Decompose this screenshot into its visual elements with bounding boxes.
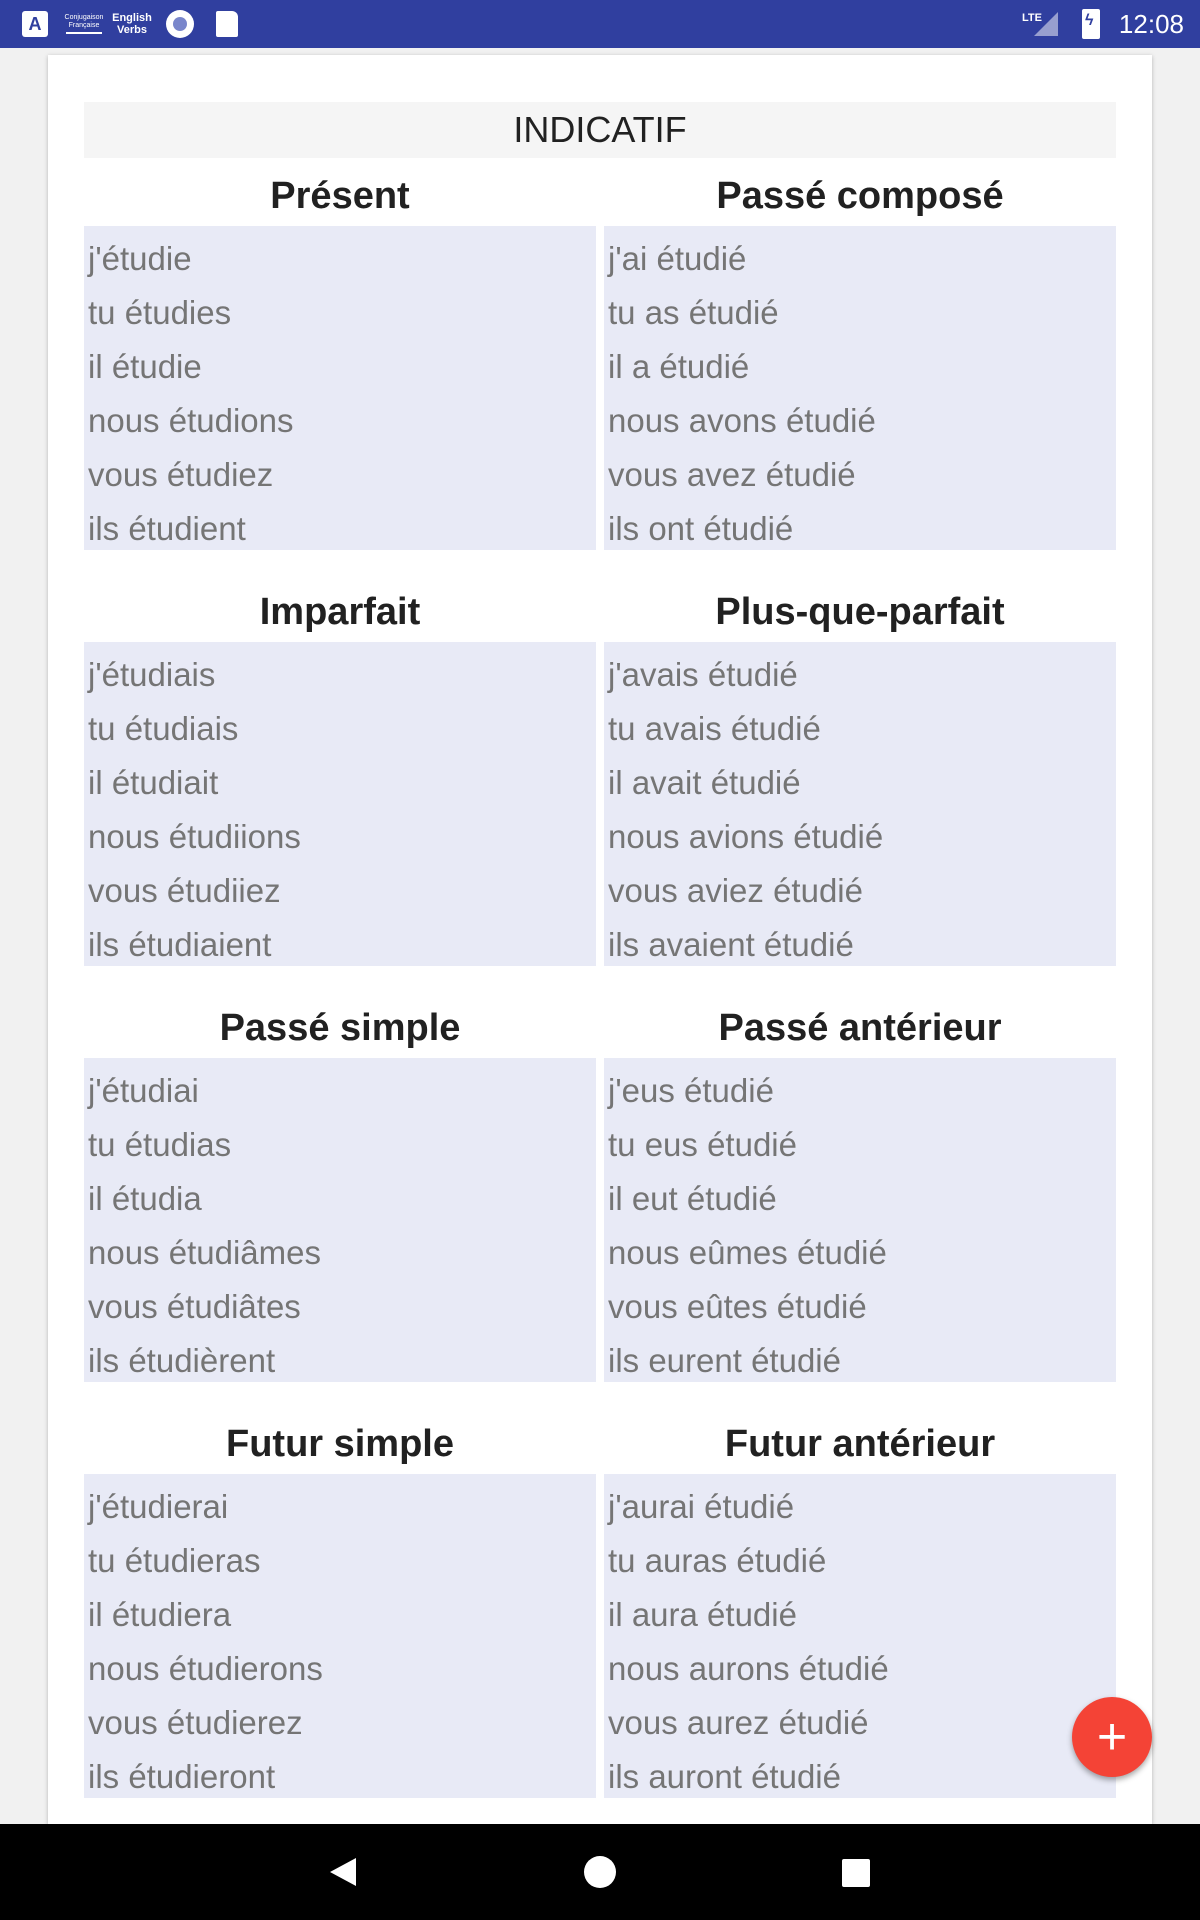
conjugation-form: nous étudierons <box>88 1650 323 1687</box>
tense-plus-que-parfait <box>604 582 1116 966</box>
tense-futur-simple <box>84 1414 596 1798</box>
conjugation-form: j'eus étudié <box>608 1072 774 1109</box>
lte-signal-icon <box>1020 8 1060 40</box>
conjugation-form: il étudiait <box>88 764 219 801</box>
conjugation-form: nous aurons étudié <box>608 1650 889 1687</box>
tense-title: Passé antérieur <box>718 1007 1002 1049</box>
section-title-indicatif: INDICATIF <box>84 102 1116 158</box>
battery-charging-icon <box>1082 9 1100 39</box>
tense-forms-box <box>84 642 596 966</box>
conjugation-form: ils auront étudié <box>608 1758 841 1795</box>
conjugation-form: ils étudièrent <box>88 1342 276 1379</box>
conjugation-form: ils eurent étudié <box>608 1342 841 1379</box>
tense-title: Futur antérieur <box>724 1423 996 1465</box>
tense-present <box>84 166 596 550</box>
conjugation-form: ils avaient étudié <box>608 926 854 963</box>
conjugation-form: vous aurez étudié <box>608 1704 869 1741</box>
conjugation-form: tu étudias <box>88 1126 232 1163</box>
back-triangle-icon[interactable] <box>328 1856 358 1888</box>
conjugation-form: il eut étudié <box>608 1180 777 1217</box>
conjugation-form: nous étudions <box>88 402 294 439</box>
conjugaison-app-notification-icon <box>64 8 104 40</box>
status-bar <box>0 0 1200 48</box>
network-type-label: LTE <box>1022 12 1042 24</box>
conjugation-form: tu étudieras <box>88 1542 261 1579</box>
conjugation-form: ils étudiaient <box>88 926 272 963</box>
conjugation-form: nous eûmes étudié <box>608 1234 887 1271</box>
conjugation-form: vous étudiez <box>88 456 274 493</box>
tense-passe-simple <box>84 998 596 1382</box>
conjugation-form: j'étudiais <box>88 656 216 693</box>
tense-title: Passé simple <box>219 1007 461 1049</box>
home-circle-icon[interactable] <box>584 1856 616 1888</box>
add-fab-button[interactable] <box>1072 1697 1152 1777</box>
conjugation-form: vous étudiiez <box>88 872 281 909</box>
conjugation-form: tu étudiais <box>88 710 239 747</box>
conjugation-form: il aura étudié <box>608 1596 797 1633</box>
app-a-letter: A <box>28 13 42 34</box>
conjugation-form: j'étudiai <box>88 1072 199 1109</box>
conjugation-form: j'ai étudié <box>608 240 747 277</box>
conjugation-form: il étudiera <box>88 1596 232 1633</box>
tense-passe-anterieur <box>604 998 1116 1382</box>
conjugation-form: tu eus étudié <box>608 1126 797 1163</box>
status-time: 12:08 <box>1118 8 1184 39</box>
conjugation-form: ils ont étudié <box>608 510 794 547</box>
conjugation-form: il a étudié <box>608 348 750 385</box>
conjugation-form: vous aviez étudié <box>608 872 863 909</box>
conjugation-form: vous avez étudié <box>608 456 856 493</box>
tense-title: Plus-que-parfait <box>715 591 1005 633</box>
conjugation-form: vous étudiâtes <box>88 1288 301 1325</box>
tense-title: Passé composé <box>716 175 1004 217</box>
conjugaison-underline <box>66 32 102 34</box>
tense-forms-box <box>604 642 1116 966</box>
conjugaison-label: Conjugaison Française <box>64 14 104 29</box>
conjugation-form: j'avais étudié <box>608 656 798 693</box>
conjugation-form: tu as étudié <box>608 294 779 331</box>
sd-card-icon <box>216 11 238 37</box>
tense-forms-box <box>604 226 1116 550</box>
app-a-notification-icon <box>22 11 48 37</box>
signal-triangle-icon <box>1022 10 1060 38</box>
conjugation-form: tu avais étudié <box>608 710 821 747</box>
conjugation-form: ils étudieront <box>88 1758 276 1795</box>
tense-title: Présent <box>270 175 410 217</box>
recents-square-icon[interactable] <box>842 1859 870 1887</box>
record-notification-icon <box>166 10 194 38</box>
tense-forms-box <box>84 1474 596 1798</box>
tense-forms-box <box>84 1058 596 1382</box>
conjugation-form: nous avons étudié <box>608 402 876 439</box>
tense-title: Imparfait <box>259 591 421 633</box>
tense-forms-box <box>604 1474 1116 1798</box>
conjugation-form: il avait étudié <box>608 764 801 801</box>
conjugation-form: il étudia <box>88 1180 202 1217</box>
tense-futur-anterieur <box>604 1414 1116 1798</box>
tense-passe-compose <box>604 166 1116 550</box>
conjugation-form: vous étudierez <box>88 1704 303 1741</box>
tense-imparfait <box>84 582 596 966</box>
conjugation-form: il étudie <box>88 348 202 385</box>
tense-forms-box <box>604 1058 1116 1382</box>
conjugation-form: tu étudies <box>88 294 232 331</box>
conjugation-form: j'étudierai <box>88 1488 229 1525</box>
conjugation-form: nous étudiâmes <box>88 1234 321 1271</box>
plus-icon: + <box>1096 1708 1128 1766</box>
english-verbs-notification-icon <box>112 8 152 40</box>
conjugation-form: nous étudiions <box>88 818 301 855</box>
navigation-bar <box>0 1824 1200 1920</box>
conjugation-form: j'étudie <box>88 240 192 277</box>
tense-forms-box <box>84 226 596 550</box>
conjugation-form: vous eûtes étudié <box>608 1288 867 1325</box>
conjugation-form: tu auras étudié <box>608 1542 827 1579</box>
english-label: English <box>112 12 152 24</box>
conjugation-card <box>48 55 1152 1825</box>
conjugation-form: nous avions étudié <box>608 818 884 855</box>
verbs-label: Verbs <box>117 24 147 36</box>
tense-title: Futur simple <box>225 1423 455 1465</box>
conjugation-form: j'aurai étudié <box>608 1488 795 1525</box>
conjugation-form: ils étudient <box>88 510 246 547</box>
